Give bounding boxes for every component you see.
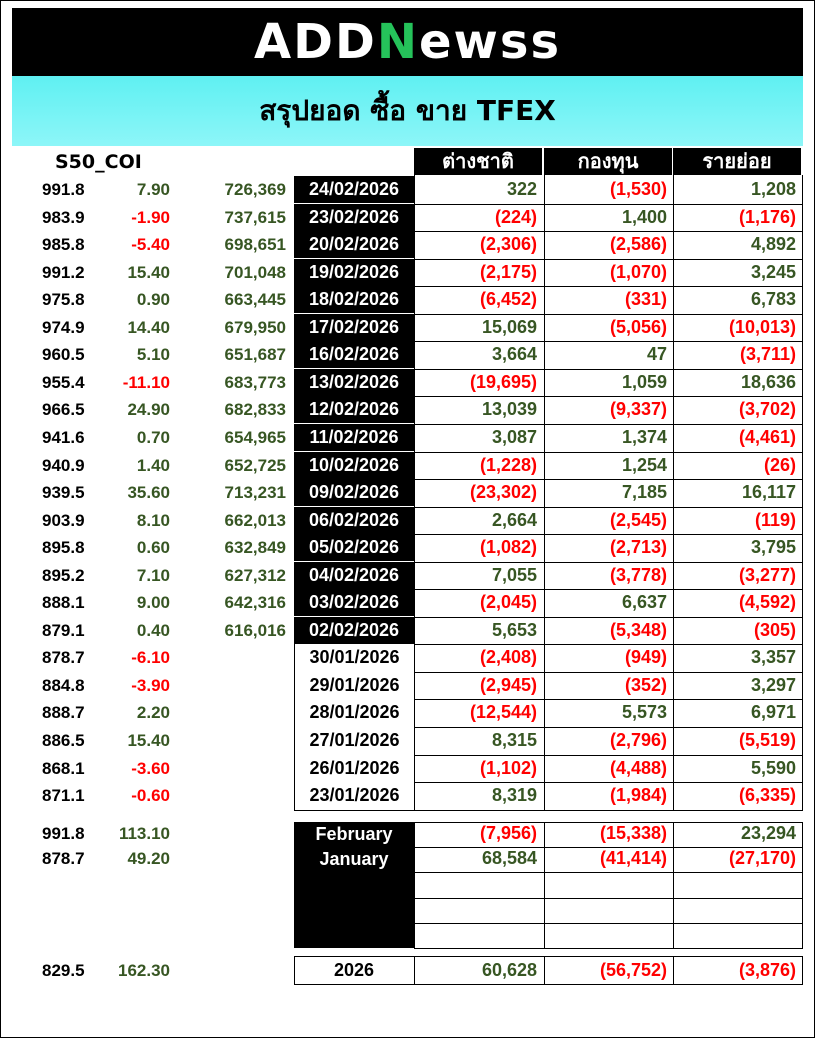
index-change: 5.10 (136, 345, 170, 365)
net-retail: 3,245 (750, 261, 796, 282)
date-cell: 09/02/2026 (294, 479, 414, 506)
month-net-f: (7,956) (479, 823, 537, 843)
index-value: 975.8 (42, 290, 85, 310)
net-fund: (4,488) (609, 757, 667, 778)
col-divider (802, 175, 803, 810)
net-f: (2,945) (479, 674, 537, 695)
month-index: 991.8 (42, 824, 85, 843)
net-fund: 1,059 (621, 371, 667, 392)
net-fund: (949) (624, 647, 667, 668)
net-f: 13,039 (481, 399, 537, 420)
net-f: (2,306) (479, 234, 537, 255)
net-retail: (3,711) (739, 344, 796, 365)
index-change: -3.60 (131, 758, 170, 778)
index-value: 868.1 (42, 758, 85, 778)
net-fund: (9,337) (609, 399, 667, 420)
open-interest: 682,833 (224, 400, 286, 420)
summary-divider (294, 822, 803, 823)
net-fund: (3,778) (609, 564, 667, 585)
index-value: 991.2 (42, 262, 85, 282)
index-value: 871.1 (42, 786, 85, 806)
index-change: 14.40 (127, 317, 170, 337)
open-interest: 616,016 (224, 620, 286, 640)
date-cell: 06/02/2026 (294, 507, 414, 534)
month-net-retail: 23,294 (740, 823, 796, 843)
col-divider (414, 175, 415, 810)
month-label: February (315, 824, 393, 844)
month-net-fund: (41,414) (599, 848, 667, 869)
net-f: 5,653 (491, 619, 537, 640)
year-label: 2026 (333, 960, 375, 980)
net-retail: (3,277) (738, 564, 796, 585)
year-net-retail: (3,876) (738, 960, 796, 980)
open-interest: 651,687 (224, 345, 286, 365)
date-cell: 29/01/2026 (294, 672, 414, 699)
net-f: (6,452) (479, 289, 537, 310)
date-cell: 23/02/2026 (294, 204, 414, 231)
logo-bar (12, 8, 803, 76)
year-divider (294, 984, 803, 985)
index-value: 878.7 (42, 648, 85, 668)
net-f: (19,695) (469, 371, 537, 392)
date-cell: 19/02/2026 (294, 259, 414, 286)
page-title: สรุปยอด ซื้อ ขาย TFEX (259, 94, 556, 127)
index-change: -11.10 (122, 372, 170, 392)
index-value: 985.8 (42, 235, 85, 255)
net-retail: (3,702) (738, 399, 796, 420)
open-interest: 663,445 (224, 290, 286, 310)
net-retail: 3,357 (750, 647, 796, 668)
net-retail: 18,636 (740, 371, 796, 392)
year-col-divider (802, 956, 803, 984)
date-cell: 12/02/2026 (294, 396, 414, 423)
net-retail: 6,971 (750, 702, 796, 723)
open-interest: 662,013 (224, 510, 286, 530)
col-divider (294, 644, 295, 809)
index-change: 8.10 (136, 510, 170, 530)
net-f: (1,082) (479, 537, 537, 558)
date-cell: 13/02/2026 (294, 369, 414, 396)
col-divider (544, 175, 545, 810)
index-value: 879.1 (42, 620, 85, 640)
open-interest: 679,950 (224, 317, 286, 337)
net-retail: 3,297 (750, 674, 796, 695)
index-value: 941.6 (42, 427, 85, 447)
net-fund: 7,185 (621, 482, 667, 503)
s50-coi-label: S50_COI (55, 151, 142, 173)
index-value: 888.7 (42, 703, 85, 723)
net-retail: (26) (763, 454, 796, 475)
net-fund: (352) (624, 674, 667, 695)
net-f: (224) (494, 206, 537, 227)
open-interest: 642,316 (224, 593, 286, 613)
open-interest: 652,725 (224, 455, 286, 475)
net-retail: (1,176) (738, 206, 796, 227)
index-value: 939.5 (42, 483, 85, 503)
net-fund: 6,637 (621, 592, 667, 613)
index-change: -3.90 (131, 675, 170, 695)
index-value: 966.5 (42, 400, 85, 420)
month-net-fund: (15,338) (599, 823, 667, 843)
summary-divider (414, 948, 803, 949)
net-f: (23,302) (469, 482, 537, 503)
open-interest: 654,965 (224, 427, 286, 447)
net-retail: 1,208 (750, 179, 796, 199)
index-value: 895.8 (42, 538, 85, 558)
net-f: (2,045) (479, 592, 537, 613)
net-retail: 3,795 (750, 537, 796, 558)
net-f: 3,087 (491, 426, 537, 447)
index-change: 15.40 (127, 262, 170, 282)
index-change: -0.60 (131, 786, 170, 806)
col-divider (673, 175, 674, 810)
net-fund: 5,573 (621, 702, 667, 723)
index-value: 974.9 (42, 317, 85, 337)
summary-divider (414, 898, 803, 899)
index-value: 983.9 (42, 207, 85, 227)
net-fund: (2,586) (609, 234, 667, 255)
index-change: 2.20 (136, 703, 170, 723)
net-f: (12,544) (469, 702, 537, 723)
net-f: (1,228) (479, 454, 537, 475)
index-change: 1.40 (136, 455, 170, 475)
month-change: 113.10 (118, 824, 170, 843)
net-fund: (2,713) (609, 537, 667, 558)
year-index: 829.5 (42, 961, 85, 980)
net-f: 3,664 (491, 344, 537, 365)
index-value: 960.5 (42, 345, 85, 365)
net-fund: (331) (624, 289, 667, 310)
net-fund: 1,254 (621, 454, 667, 475)
date-cell: 05/02/2026 (294, 534, 414, 561)
summary-divider (414, 872, 803, 873)
index-value: 940.9 (42, 455, 85, 475)
net-retail: 4,892 (750, 234, 796, 255)
index-change: 0.60 (136, 538, 170, 558)
index-change: -5.40 (131, 235, 170, 255)
open-interest: 737,615 (224, 207, 286, 227)
index-change: 35.60 (127, 483, 170, 503)
net-fund: (2,796) (609, 730, 667, 750)
month-index: 878.7 (42, 849, 85, 869)
index-change: 7.10 (136, 565, 170, 585)
date-cell: 04/02/2026 (294, 562, 414, 589)
index-value: 884.8 (42, 675, 85, 695)
net-f: (1,102) (479, 757, 537, 778)
date-cell: 20/02/2026 (294, 231, 414, 258)
date-cell: 10/02/2026 (294, 452, 414, 479)
summary-divider (414, 847, 803, 848)
date-cell: 23/01/2026 (294, 782, 414, 809)
date-cell: 18/02/2026 (294, 286, 414, 313)
open-interest: 713,231 (224, 483, 286, 503)
year-net-f: 60,628 (481, 960, 537, 980)
index-change: 0.40 (136, 620, 170, 640)
net-retail: 6,783 (750, 289, 796, 310)
net-fund: (1,070) (609, 261, 667, 282)
month-net-f: 68,584 (481, 848, 537, 869)
row-divider (294, 810, 803, 811)
net-retail: (305) (753, 619, 796, 640)
open-interest: 701,048 (224, 262, 286, 282)
date-cell: 26/01/2026 (294, 755, 414, 782)
net-f: 7,055 (491, 564, 537, 585)
index-value: 903.9 (42, 510, 85, 530)
index-change: -1.90 (131, 207, 170, 227)
net-retail: 5,590 (750, 757, 796, 778)
net-retail: (10,013) (728, 316, 796, 337)
index-value: 955.4 (42, 372, 85, 392)
net-f: (2,175) (479, 261, 537, 282)
date-cell: 16/02/2026 (294, 341, 414, 368)
net-retail: (5,519) (738, 730, 796, 750)
year-net-fund: (56,752) (599, 960, 667, 980)
date-cell: 03/02/2026 (294, 589, 414, 616)
net-f: 15,069 (481, 316, 537, 337)
date-cell: 02/02/2026 (294, 617, 414, 644)
net-f: 8,319 (491, 785, 537, 806)
net-retail: (4,461) (738, 426, 796, 447)
index-change: -6.10 (131, 648, 170, 668)
summary-divider (414, 923, 803, 924)
open-interest: 698,651 (224, 235, 286, 255)
net-f: 322 (506, 179, 537, 199)
date-cell: 28/01/2026 (294, 699, 414, 726)
net-retail: (6,335) (738, 785, 796, 806)
summary-col-divider (544, 822, 545, 948)
header-foreign: ต่างชาติ (414, 148, 542, 175)
index-change: 7.90 (136, 180, 170, 199)
net-retail: 16,117 (741, 482, 796, 503)
open-interest: 683,773 (224, 372, 286, 392)
date-cell: 24/02/2026 (294, 176, 414, 203)
month-change: 49.20 (127, 849, 170, 869)
net-fund: 47 (646, 344, 667, 365)
date-cell: 11/02/2026 (294, 424, 414, 451)
index-change: 9.00 (136, 593, 170, 613)
open-interest: 632,849 (224, 538, 286, 558)
net-fund: 1,400 (621, 206, 667, 227)
net-fund: 1,374 (621, 426, 667, 447)
net-fund: (1,984) (609, 785, 667, 806)
net-retail: (119) (754, 509, 796, 530)
index-change: 0.90 (136, 290, 170, 310)
index-change: 15.40 (127, 731, 170, 750)
header-retail: รายย่อย (673, 148, 801, 175)
net-f: 2,664 (491, 509, 537, 530)
index-value: 886.5 (42, 731, 85, 750)
date-cell: 17/02/2026 (294, 314, 414, 341)
net-f: 8,315 (491, 730, 537, 750)
net-fund: (5,056) (609, 316, 667, 337)
title-bar (12, 76, 803, 146)
summary-col-divider (802, 822, 803, 948)
month-net-retail: (27,170) (728, 848, 796, 869)
net-f: (2,408) (479, 647, 537, 668)
index-value: 888.1 (42, 593, 85, 613)
net-retail: (4,592) (738, 592, 796, 613)
month-label: January (319, 849, 389, 870)
index-change: 0.70 (136, 427, 170, 447)
index-value: 991.8 (42, 180, 85, 199)
index-change: 24.90 (127, 400, 170, 420)
open-interest: 627,312 (224, 565, 286, 585)
net-fund: (1,530) (609, 179, 667, 199)
net-fund: (2,545) (609, 509, 667, 530)
index-value: 895.2 (42, 565, 85, 585)
year-change: 162.30 (118, 961, 170, 980)
summary-col-divider (673, 822, 674, 948)
date-cell: 27/01/2026 (294, 727, 414, 754)
open-interest: 726,369 (224, 180, 286, 199)
net-fund: (5,348) (609, 619, 667, 640)
summary-col-divider (414, 822, 415, 948)
header-fund: กองทุน (544, 148, 672, 175)
logo: ADDNewss (253, 14, 562, 70)
date-cell: 30/01/2026 (294, 644, 414, 671)
